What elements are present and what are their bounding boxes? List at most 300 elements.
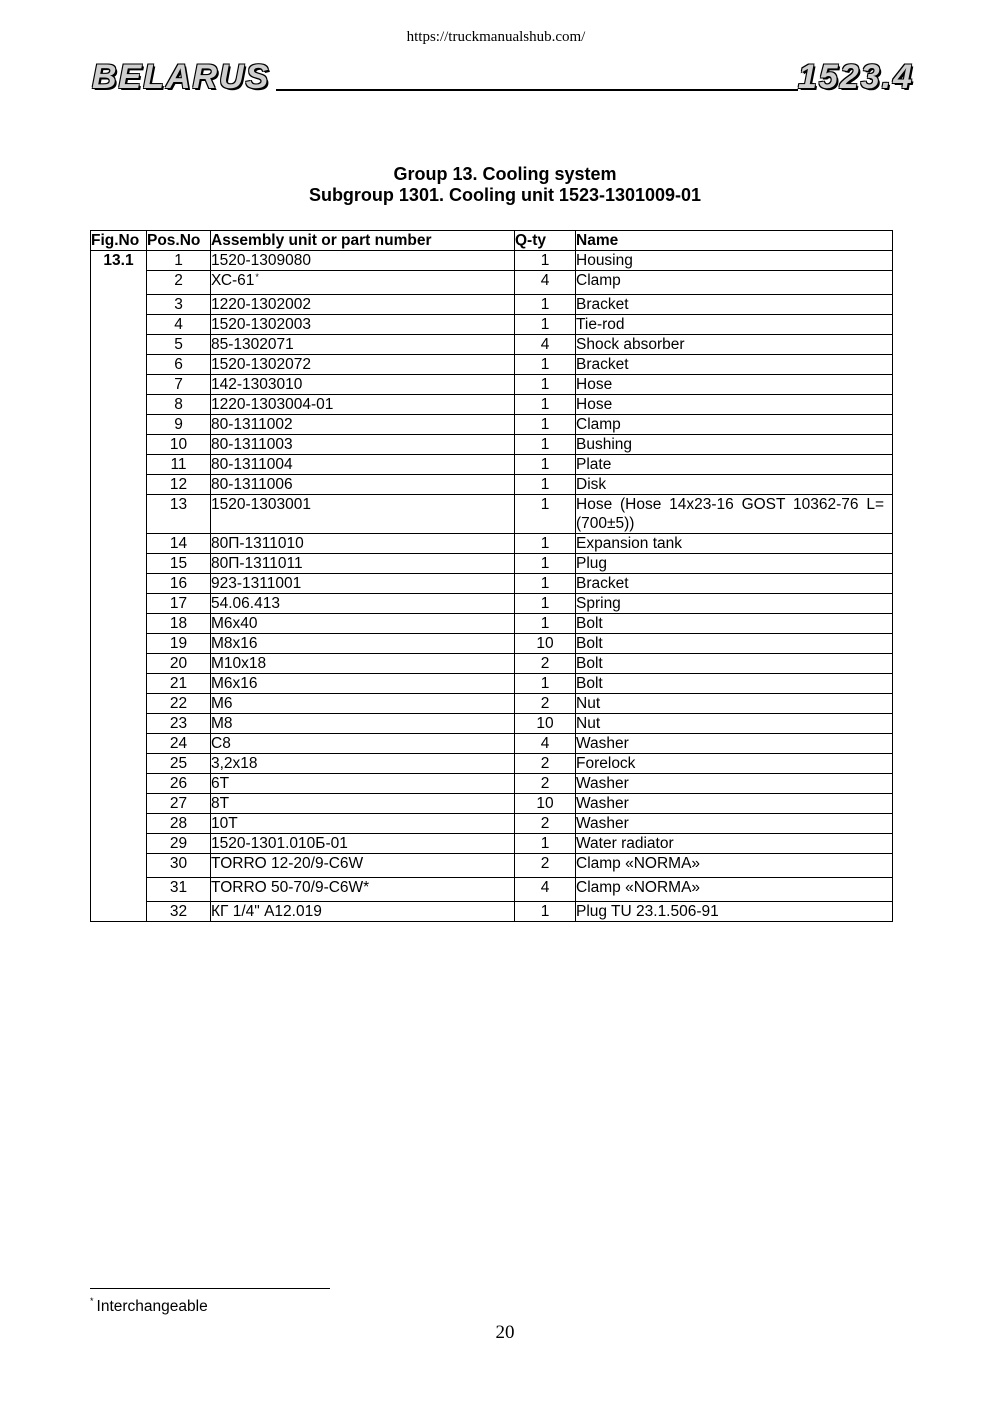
part-number-cell-text: 923-1311001 xyxy=(211,575,302,592)
pos-cell xyxy=(147,754,211,774)
pos-cell-text: 31 xyxy=(169,879,188,896)
name-cell xyxy=(576,554,893,574)
quantity-cell xyxy=(515,355,576,375)
table-row xyxy=(91,854,893,878)
part-number-cell-text: 1520-1302003 xyxy=(211,316,311,333)
part-number-cell xyxy=(211,654,515,674)
table-row xyxy=(91,375,893,395)
quantity-cell xyxy=(515,714,576,734)
footnote-ref-mark: * xyxy=(255,272,259,282)
part-number-cell xyxy=(211,902,515,922)
table-row xyxy=(91,902,893,922)
header-rule xyxy=(276,89,798,91)
name-cell xyxy=(576,271,893,295)
name-cell-text: Bushing xyxy=(576,436,633,453)
table-row xyxy=(91,415,893,435)
table-row xyxy=(91,878,893,902)
name-cell xyxy=(576,854,893,878)
name-cell-text: Water radiator xyxy=(576,835,674,852)
part-number-cell xyxy=(211,295,515,315)
name-cell xyxy=(576,495,893,534)
pos-cell-text: 22 xyxy=(169,695,188,712)
pos-cell-text: 15 xyxy=(169,555,188,572)
pos-cell-text: 18 xyxy=(169,615,188,632)
name-cell xyxy=(576,295,893,315)
pos-cell-text: 29 xyxy=(169,835,188,852)
pos-cell xyxy=(147,714,211,734)
pos-cell xyxy=(147,634,211,654)
name-cell xyxy=(576,455,893,475)
quantity-cell-text: 1 xyxy=(540,535,550,552)
quantity-cell xyxy=(515,634,576,654)
part-number-cell-text: 1220-1303004-01 xyxy=(211,396,334,413)
part-number-cell xyxy=(211,734,515,754)
quantity-cell-text: 4 xyxy=(540,336,550,353)
part-number-cell xyxy=(211,475,515,495)
pos-cell xyxy=(147,455,211,475)
pos-cell xyxy=(147,674,211,694)
quantity-cell xyxy=(515,878,576,902)
pos-cell xyxy=(147,295,211,315)
part-number-cell xyxy=(211,415,515,435)
part-number-cell-text: КГ 1/4" А12.019 xyxy=(211,903,322,920)
table-row xyxy=(91,674,893,694)
pos-cell-text: 19 xyxy=(169,635,188,652)
quantity-cell-text: 1 xyxy=(540,555,550,572)
pos-cell-text: 28 xyxy=(169,815,188,832)
footnote-mark: * xyxy=(90,1296,94,1306)
pos-cell-text: 30 xyxy=(169,855,188,872)
part-number-cell xyxy=(211,814,515,834)
part-number-cell-text: 80-1311003 xyxy=(211,436,293,453)
part-number-cell-text: 8Т xyxy=(211,795,230,812)
quantity-cell xyxy=(515,814,576,834)
table-row xyxy=(91,594,893,614)
part-number-cell xyxy=(211,774,515,794)
pos-cell-text: 14 xyxy=(169,535,188,552)
pos-cell xyxy=(147,694,211,714)
quantity-cell xyxy=(515,754,576,774)
pos-cell-text: 25 xyxy=(169,755,188,772)
part-number-cell xyxy=(211,335,515,355)
part-number-cell xyxy=(211,854,515,878)
quantity-cell-text: 2 xyxy=(540,695,550,712)
name-cell-text: Expansion tank xyxy=(576,535,682,552)
name-cell-text: Hose xyxy=(576,396,613,413)
name-cell-text: Bolt xyxy=(576,615,603,632)
part-number-cell xyxy=(211,634,515,654)
part-number-cell xyxy=(211,714,515,734)
quantity-cell-text: 2 xyxy=(540,815,550,832)
quantity-cell xyxy=(515,475,576,495)
name-cell xyxy=(576,534,893,554)
pos-cell-text: 8 xyxy=(174,396,183,413)
pos-cell-text: 13 xyxy=(169,496,188,513)
part-number-cell-text: М8 xyxy=(211,715,233,732)
name-cell xyxy=(576,475,893,495)
name-cell-text: Plug TU 23.1.506-91 xyxy=(576,903,719,920)
part-number-cell xyxy=(211,574,515,594)
part-number-cell xyxy=(211,375,515,395)
pos-cell-text: 3 xyxy=(174,296,183,313)
quantity-cell xyxy=(515,574,576,594)
part-number-cell xyxy=(211,271,515,295)
table-row xyxy=(91,714,893,734)
pos-cell xyxy=(147,271,211,295)
quantity-cell-text: 10 xyxy=(536,715,554,732)
table-row xyxy=(91,315,893,335)
pos-cell xyxy=(147,475,211,495)
part-number-cell xyxy=(211,495,515,534)
pos-cell xyxy=(147,355,211,375)
table-row xyxy=(91,634,893,654)
table-row xyxy=(91,271,893,295)
table-row xyxy=(91,574,893,594)
quantity-cell xyxy=(515,854,576,878)
pos-cell xyxy=(147,734,211,754)
name-cell-text: Clamp «NORMA» xyxy=(576,879,701,896)
quantity-cell xyxy=(515,415,576,435)
pos-cell xyxy=(147,854,211,878)
name-cell xyxy=(576,654,893,674)
table-row xyxy=(91,834,893,854)
pos-cell xyxy=(147,251,211,271)
quantity-cell xyxy=(515,694,576,714)
name-cell xyxy=(576,674,893,694)
pos-cell-text: 4 xyxy=(174,316,183,333)
name-cell xyxy=(576,251,893,271)
pos-cell xyxy=(147,878,211,902)
pos-cell xyxy=(147,395,211,415)
name-cell xyxy=(576,415,893,435)
quantity-cell-text: 10 xyxy=(536,635,554,652)
brand-logo: BELARUS xyxy=(92,58,271,96)
name-cell xyxy=(576,435,893,455)
pos-cell xyxy=(147,902,211,922)
part-number-cell xyxy=(211,315,515,335)
part-number-cell-text: 1520-1302072 xyxy=(211,356,311,373)
part-number-cell-text: М8х16 xyxy=(211,635,258,652)
part-number-cell xyxy=(211,355,515,375)
name-cell-text: Clamp xyxy=(576,416,621,433)
quantity-cell-text: 1 xyxy=(540,456,550,473)
name-cell-text: Disk xyxy=(576,476,607,493)
part-number-cell-text: М6х16 xyxy=(211,675,258,692)
footnote-rule xyxy=(90,1288,330,1289)
footnote xyxy=(90,1298,208,1316)
quantity-cell-text: 2 xyxy=(540,655,550,672)
quantity-cell xyxy=(515,495,576,534)
name-cell-text: Bracket xyxy=(576,356,629,373)
table-row xyxy=(91,814,893,834)
quantity-cell-text: 1 xyxy=(540,903,550,920)
quantity-cell xyxy=(515,435,576,455)
name-cell-text: Clamp xyxy=(576,272,621,289)
pos-cell-text: 10 xyxy=(169,436,188,453)
quantity-cell-text: 4 xyxy=(540,879,550,896)
header-fig-no: Fig.No xyxy=(91,231,147,251)
name-cell xyxy=(576,754,893,774)
part-number-cell-text: 80-1311002 xyxy=(211,416,293,433)
name-cell-text: Tie-rod xyxy=(576,316,625,333)
part-number-cell-text: 54.06.413 xyxy=(211,595,280,612)
pos-cell-text: 16 xyxy=(169,575,188,592)
quantity-cell xyxy=(515,395,576,415)
quantity-cell-text: 2 xyxy=(540,755,550,772)
part-number-cell-text: М10х18 xyxy=(211,655,267,672)
part-number-cell-text: М6х40 xyxy=(211,615,258,632)
quantity-cell xyxy=(515,251,576,271)
part-number-cell-text: 3,2х18 xyxy=(211,755,258,772)
part-number-cell-text: TORRO 12-20/9-C6W xyxy=(211,855,364,872)
table-row xyxy=(91,694,893,714)
part-number-cell xyxy=(211,878,515,902)
quantity-cell xyxy=(515,455,576,475)
pos-cell xyxy=(147,774,211,794)
name-cell-text: Hose xyxy=(576,376,613,393)
name-cell-text: Washer xyxy=(576,795,629,812)
pos-cell xyxy=(147,814,211,834)
name-cell xyxy=(576,315,893,335)
name-cell xyxy=(576,694,893,714)
name-cell xyxy=(576,794,893,814)
part-number-cell-text: ХС-61 xyxy=(211,272,255,289)
part-number-cell xyxy=(211,455,515,475)
name-cell xyxy=(576,734,893,754)
name-cell xyxy=(576,395,893,415)
quantity-cell-text: 1 xyxy=(540,595,550,612)
quantity-cell xyxy=(515,594,576,614)
quantity-cell-text: 2 xyxy=(540,775,550,792)
subgroup-title: Subgroup 1301. Cooling unit 1523-1301009-01 xyxy=(308,185,702,205)
name-cell xyxy=(576,614,893,634)
table-row xyxy=(91,754,893,774)
quantity-cell-text: 1 xyxy=(540,575,550,592)
page-number: 20 xyxy=(495,1322,515,1343)
pos-cell xyxy=(147,415,211,435)
pos-cell xyxy=(147,315,211,335)
quantity-cell xyxy=(515,295,576,315)
pos-cell-text: 21 xyxy=(169,675,188,692)
quantity-cell xyxy=(515,315,576,335)
name-cell-text: Bolt xyxy=(576,675,603,692)
name-cell-text: Plate xyxy=(576,456,612,473)
part-number-cell xyxy=(211,251,515,271)
pos-cell-text: 26 xyxy=(169,775,188,792)
quantity-cell-text: 1 xyxy=(540,376,550,393)
fig-no-cell: 13.1 xyxy=(91,251,147,922)
pos-cell xyxy=(147,594,211,614)
source-url: https://truckmanualshub.com/ xyxy=(406,29,586,45)
quantity-cell xyxy=(515,774,576,794)
pos-cell-text: 27 xyxy=(169,795,188,812)
pos-cell xyxy=(147,335,211,355)
table-row xyxy=(91,734,893,754)
name-cell xyxy=(576,634,893,654)
name-cell-text: Shock absorber xyxy=(576,336,685,353)
footnote-text: Interchangeable xyxy=(96,1298,208,1315)
table-row xyxy=(91,794,893,814)
quantity-cell xyxy=(515,834,576,854)
pos-cell xyxy=(147,794,211,814)
part-number-cell xyxy=(211,754,515,774)
table-row xyxy=(91,495,893,534)
pos-cell-text: 17 xyxy=(169,595,188,612)
pos-cell xyxy=(147,654,211,674)
part-number-cell-text: 6Т xyxy=(211,775,230,792)
quantity-cell xyxy=(515,375,576,395)
name-cell-text: Nut xyxy=(576,695,601,712)
name-cell-text: Washer xyxy=(576,735,629,752)
part-number-cell-text: 1520-1303001 xyxy=(211,496,311,513)
quantity-cell xyxy=(515,734,576,754)
name-cell xyxy=(576,355,893,375)
part-number-cell-text: С8 xyxy=(211,735,231,752)
quantity-cell-text: 4 xyxy=(540,735,550,752)
quantity-cell xyxy=(515,794,576,814)
name-cell-text: Bolt xyxy=(576,635,603,652)
name-cell xyxy=(576,814,893,834)
name-cell-text: Washer xyxy=(576,815,629,832)
part-number-cell xyxy=(211,395,515,415)
pos-cell xyxy=(147,375,211,395)
quantity-cell xyxy=(515,614,576,634)
header-pos-no: Pos.No xyxy=(147,231,211,251)
part-number-cell xyxy=(211,694,515,714)
part-number-cell-text: 80П-1311011 xyxy=(211,555,303,572)
part-number-cell-text: 80-1311004 xyxy=(211,456,293,473)
table-row xyxy=(91,774,893,794)
part-number-cell-text: 1520-1309080 xyxy=(211,252,311,269)
pos-cell-text: 5 xyxy=(174,336,183,353)
pos-cell xyxy=(147,574,211,594)
name-cell-text: Spring xyxy=(576,595,621,612)
quantity-cell-text: 2 xyxy=(540,855,550,872)
table-header-row xyxy=(91,231,893,251)
name-cell-text: Bracket xyxy=(576,575,629,592)
table-row xyxy=(91,534,893,554)
quantity-cell-text: 1 xyxy=(540,615,550,632)
table-row xyxy=(91,335,893,355)
quantity-cell-text: 1 xyxy=(540,356,550,373)
name-cell-text: Bracket xyxy=(576,296,629,313)
name-cell-text: Bolt xyxy=(576,655,603,672)
quantity-cell-text: 1 xyxy=(540,675,550,692)
part-number-cell-text: TORRO 50-70/9-C6W* xyxy=(211,879,370,896)
quantity-cell-text: 1 xyxy=(540,496,550,513)
pos-cell-text: 20 xyxy=(169,655,188,672)
name-cell xyxy=(576,834,893,854)
part-number-cell-text: 10Т xyxy=(211,815,238,832)
quantity-cell-text: 10 xyxy=(536,795,554,812)
part-number-cell-text: 1520-1301.010Б-01 xyxy=(211,835,348,852)
name-cell-text: Forelock xyxy=(576,755,636,772)
header-name: Name xyxy=(576,231,893,251)
quantity-cell xyxy=(515,902,576,922)
part-number-cell-text: 1220-1302002 xyxy=(211,296,311,313)
table-row xyxy=(91,554,893,574)
table-row xyxy=(91,395,893,415)
name-cell-text: Hose (Hose 14x23-16 GOST 10362-76 L= (700±5)) xyxy=(576,496,884,532)
quantity-cell-text: 1 xyxy=(540,835,550,852)
quantity-cell-text: 1 xyxy=(540,252,550,269)
quantity-cell-text: 1 xyxy=(540,396,550,413)
quantity-cell xyxy=(515,654,576,674)
name-cell-text: Clamp «NORMA» xyxy=(576,855,701,872)
table-row xyxy=(91,355,893,375)
part-number-cell-text: М6 xyxy=(211,695,233,712)
parts-table xyxy=(90,230,893,922)
quantity-cell xyxy=(515,335,576,355)
table-row xyxy=(91,251,893,271)
pos-cell-text: 7 xyxy=(174,376,183,393)
table-row xyxy=(91,435,893,455)
pos-cell-text: 23 xyxy=(169,715,188,732)
parts-table-body xyxy=(91,251,893,922)
quantity-cell xyxy=(515,554,576,574)
header-quantity: Q-ty xyxy=(515,231,576,251)
table-row xyxy=(91,455,893,475)
pos-cell xyxy=(147,435,211,455)
part-number-cell-text: 142-1303010 xyxy=(211,376,303,393)
pos-cell-text: 24 xyxy=(169,735,188,752)
pos-cell-text: 1 xyxy=(174,252,183,269)
pos-cell xyxy=(147,534,211,554)
name-cell xyxy=(576,902,893,922)
quantity-cell-text: 1 xyxy=(540,316,550,333)
pos-cell-text: 11 xyxy=(170,456,187,473)
table-row xyxy=(91,295,893,315)
part-number-cell-text: 80П-1311010 xyxy=(211,535,304,552)
pos-cell-text: 12 xyxy=(169,476,188,493)
name-cell xyxy=(576,774,893,794)
name-cell xyxy=(576,714,893,734)
name-cell-text: Nut xyxy=(576,715,601,732)
part-number-cell xyxy=(211,614,515,634)
model-logo: 1523.4 xyxy=(798,58,914,96)
part-number-cell xyxy=(211,435,515,455)
name-cell-text: Washer xyxy=(576,775,629,792)
name-cell xyxy=(576,594,893,614)
quantity-cell-text: 1 xyxy=(540,416,550,433)
group-title: Group 13. Cooling system xyxy=(393,164,617,184)
table-row xyxy=(91,475,893,495)
table-row xyxy=(91,654,893,674)
pos-cell xyxy=(147,495,211,534)
quantity-cell-text: 4 xyxy=(540,272,550,289)
quantity-cell-text: 1 xyxy=(540,296,550,313)
pos-cell-text: 6 xyxy=(174,356,183,373)
pos-cell xyxy=(147,834,211,854)
part-number-cell xyxy=(211,594,515,614)
quantity-cell xyxy=(515,271,576,295)
quantity-cell xyxy=(515,534,576,554)
name-cell-text: Plug xyxy=(576,555,608,572)
name-cell xyxy=(576,335,893,355)
quantity-cell-text: 1 xyxy=(540,476,550,493)
part-number-cell xyxy=(211,534,515,554)
part-number-cell-text: 85-1302071 xyxy=(211,336,294,353)
part-number-cell xyxy=(211,794,515,814)
header-part-number: Assembly unit or part number xyxy=(211,231,515,251)
quantity-cell-text: 1 xyxy=(540,436,550,453)
pos-cell-text: 32 xyxy=(169,903,188,920)
name-cell-text: Housing xyxy=(576,252,633,269)
name-cell xyxy=(576,574,893,594)
part-number-cell xyxy=(211,554,515,574)
part-number-cell xyxy=(211,834,515,854)
name-cell xyxy=(576,878,893,902)
